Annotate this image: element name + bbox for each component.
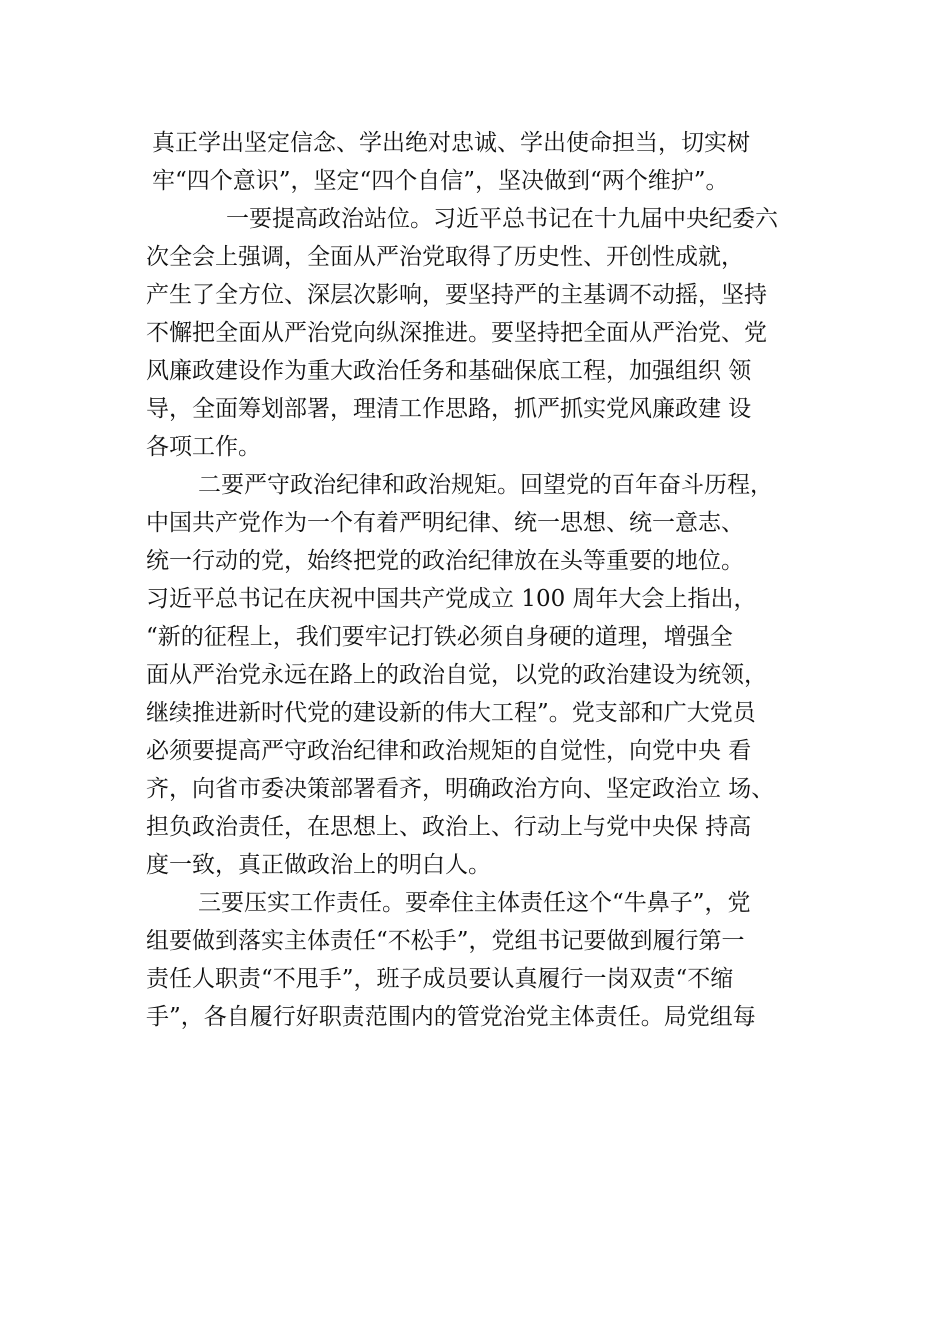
text-line: 担负政治责任，在思想上、政治上、行动上与党中央保 持高 [146,814,752,840]
text-line: 责任人职责“不甩手”，班子成员要认真履行一岗双责“不缩 [146,966,734,992]
text-line: 手”，各自履行好职责范围内的管党治党主体责任。局党组每 [146,1004,756,1030]
text-line: 度一致，真正做政治上的明白人。 [146,852,491,878]
text-line: 次全会上强调，全面从严治党取得了历史性、开创性成就， [146,244,744,270]
text-line: 继续推进新时代党的建设新的伟大工程”。党支部和广大党员 [146,700,756,726]
body-text [146,124,846,1036]
text-line: 风廉政建设作为重大政治任务和基础保底工程，加强组织 领 [146,358,752,384]
text-line: 面从严治党永远在路上的政治自觉，以党的政治建设为统领， [146,662,767,688]
paragraph-start-line: 三要压实工作责任。要牵住主体责任这个“牛鼻子”，党 [198,890,751,916]
text-line: 牢“四个意识”，坚定“四个自信”，坚决做到“两个维护”。 [152,168,729,194]
text-line: 齐，向省市委决策部署看齐，明确政治方向、坚定政治立 场、 [146,776,775,802]
text-line: 导，全面筹划部署，理清工作思路，抓严抓实党风廉政建 设 [146,396,752,422]
text-line: 习近平总书记在庆祝中国共产党成立 100 周年大会上指出， [146,586,757,612]
paragraph-start-line: 二要严守政治纪律和政治规矩。回望党的百年奋斗历程， [198,472,773,498]
text-line: “新的征程上，我们要牢记打铁必须自身硬的道理，增强全 [146,624,733,650]
text-line: 统一行动的党，始终把党的政治纪律放在头等重要的地位。 [146,548,744,574]
text-line: 中国共产党作为一个有着严明纪律、统一思想、统一意志、 [146,510,744,536]
text-line: 各项工作。 [146,434,261,460]
text-line: 组要做到落实主体责任“不松手”，党组书记要做到履行第一 [146,928,745,954]
text-line: 产生了全方位、深层次影响，要坚持严的主基调不动摇，坚持 [146,282,767,308]
text-line: 不懈把全面从严治党向纵深推进。要坚持把全面从严治党、党 [146,320,767,346]
text-line: 真正学出坚定信念、学出绝对忠诚、学出使命担当，切实树 [152,130,750,156]
paragraph-start-line: 一要提高政治站位。习近平总书记在十九届中央纪委六 [226,206,778,232]
text-line: 必须要提高严守政治纪律和政治规矩的自觉性，向党中央 看 [146,738,752,764]
